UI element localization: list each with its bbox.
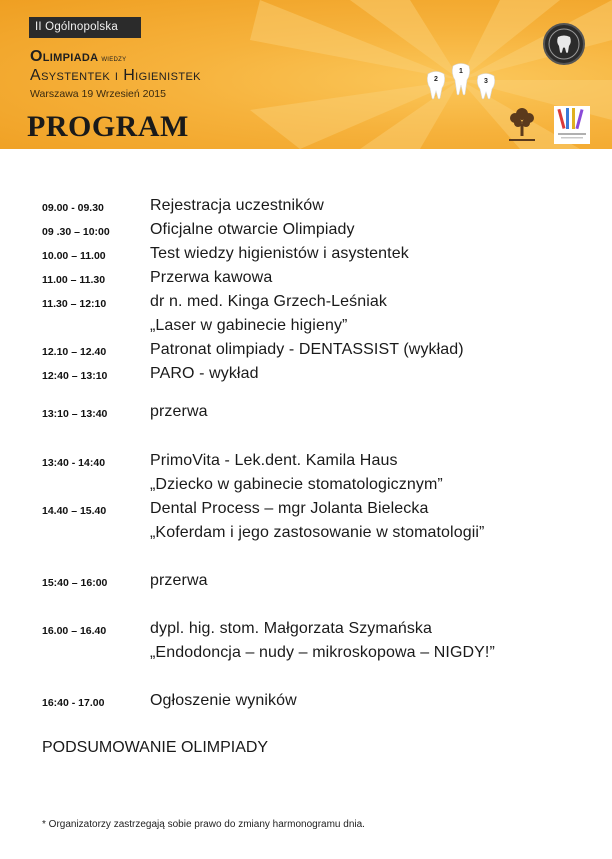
schedule-time: 10.00 – 11.00 [42, 250, 106, 262]
schedule-description-subtitle: „Endodoncja – nudy – mikroskopowa – NIGDY!” [150, 644, 495, 661]
schedule-description: PrimoVita - Lek.dent. Kamila Haus [150, 452, 398, 469]
schedule-time: 16.00 – 16.40 [42, 625, 107, 637]
schedule-description: przerwa [150, 403, 208, 420]
event-subtitle: Asystentek i Higienistek [30, 67, 201, 84]
schedule-description-subtitle: „Laser w gabinecie higieny” [150, 317, 348, 334]
schedule-time: 15:40 – 16:00 [42, 577, 108, 589]
page-title: PROGRAM [27, 110, 189, 143]
schedule-description: dr n. med. Kinga Grzech-Leśniak [150, 293, 387, 310]
schedule-time: 09.00 - 09.30 [42, 202, 104, 214]
schedule-description: Rejestracja uczestników [150, 197, 324, 214]
podium-third-label: 3 [484, 78, 488, 85]
tooth-podium-icon [424, 60, 499, 102]
schedule-time: 11.00 – 11.30 [42, 274, 106, 286]
schedule-time: 13:10 – 13:40 [42, 408, 108, 420]
event-title [30, 48, 126, 66]
schedule-time: 09 .30 – 10:00 [42, 226, 110, 238]
schedule-time: 16:40 - 17.00 [42, 697, 105, 709]
footnote: * Organizatorzy zastrzegają sobie prawo do zmiany harmonogramu dnia. [42, 819, 365, 830]
schedule-description: przerwa [150, 572, 208, 589]
toothbrushes-logo-icon [554, 106, 590, 144]
edition-label: II Ogólnopolska [29, 17, 141, 38]
tooth-logo-icon [543, 23, 585, 65]
podium-first-label: 1 [459, 68, 463, 75]
schedule-description: Oficjalne otwarcie Olimpiady [150, 221, 355, 238]
event-title-small: wiedzy [101, 54, 127, 63]
schedule-time: 13:40 - 14:40 [42, 457, 106, 469]
event-date-place: Warszawa 19 Wrzesień 2015 [30, 88, 166, 100]
schedule-description: Przerwa kawowa [150, 269, 273, 286]
schedule-time: 14.40 – 15.40 [42, 505, 107, 517]
schedule-time: 11.30 – 12:10 [42, 298, 107, 310]
schedule-description-subtitle: „Koferdam i jego zastosowanie w stomatologii” [150, 524, 485, 541]
podium-second-label: 2 [434, 76, 438, 83]
schedule-time: 12:40 – 13:10 [42, 370, 108, 382]
schedule-time: 12.10 – 12.40 [42, 346, 107, 358]
schedule-description: dypl. hig. stom. Małgorzata Szymańska [150, 620, 433, 637]
schedule-description: Patronat olimpiady - DENTASSIST (wykład) [150, 341, 464, 358]
schedule-description: Test wiedzy higienistów i asystentek [150, 245, 409, 262]
schedule-description-subtitle: „Dziecko w gabinecie stomatologicznym” [150, 476, 443, 493]
header-banner [0, 0, 612, 149]
summary-heading: PODSUMOWANIE OLIMPIADY [42, 739, 269, 756]
schedule-description: Dental Process – mgr Jolanta Bielecka [150, 500, 429, 517]
schedule-description: Ogłoszenie wyników [150, 692, 297, 709]
tree-logo-icon [505, 108, 539, 144]
event-title-main: Olimpiada [30, 48, 99, 65]
schedule-description: PARO - wykład [150, 365, 259, 382]
